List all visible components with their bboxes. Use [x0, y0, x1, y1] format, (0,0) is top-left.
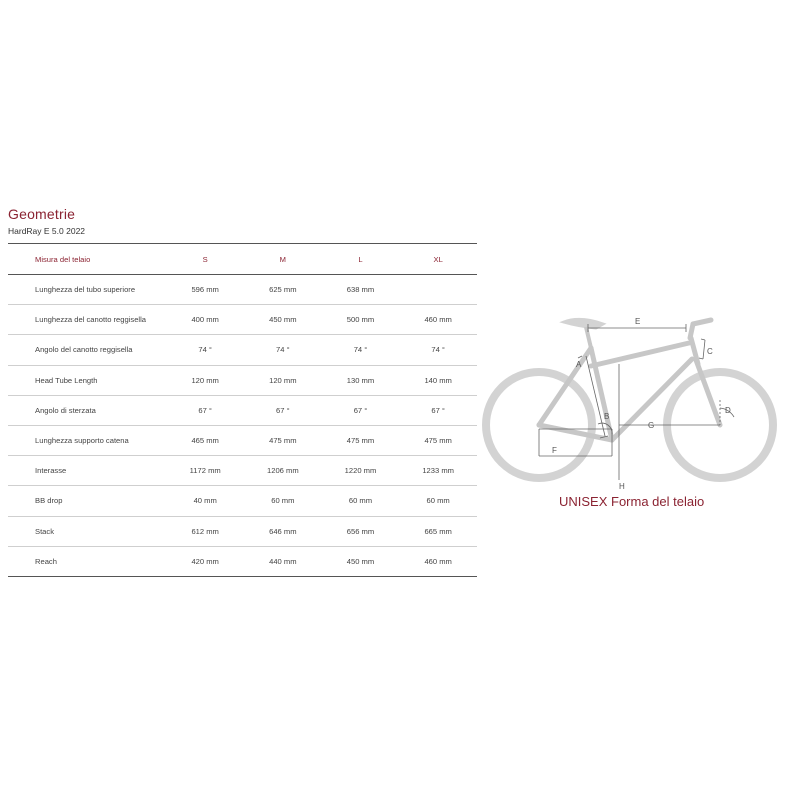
label-a: A [576, 360, 582, 369]
table-cell: 450 mm [322, 546, 400, 576]
row-label: Lunghezza del tubo superiore [8, 275, 166, 305]
table-cell: 638 mm [322, 275, 400, 305]
label-g: G [648, 421, 655, 430]
label-b: B [604, 412, 610, 421]
table-cell: 612 mm [166, 516, 244, 546]
table-cell: 1220 mm [322, 456, 400, 486]
table-row [8, 305, 477, 335]
table-cell: 67 ° [322, 395, 400, 425]
table-cell: 67 ° [166, 395, 244, 425]
model-subtitle: HardRay E 5.0 2022 [8, 226, 86, 236]
table-cell: 74 ° [244, 335, 322, 365]
table-row [8, 275, 477, 305]
table-cell: 120 mm [244, 365, 322, 395]
row-label: Stack [8, 516, 166, 546]
label-h: H [619, 482, 625, 491]
table-cell: 60 mm [399, 486, 477, 516]
table-cell [399, 275, 477, 305]
table-cell: 465 mm [166, 425, 244, 455]
table-cell: 60 mm [322, 486, 400, 516]
row-label: Lunghezza supporto catena [8, 425, 166, 455]
table-row [8, 335, 477, 365]
table-cell: 646 mm [244, 516, 322, 546]
table-row [8, 425, 477, 455]
table-cell: 656 mm [322, 516, 400, 546]
table-cell: 500 mm [322, 305, 400, 335]
table-cell: 1233 mm [399, 456, 477, 486]
label-e: E [635, 317, 641, 326]
table-cell: 40 mm [166, 486, 244, 516]
table-cell: 67 ° [399, 395, 477, 425]
label-c: C [707, 347, 713, 356]
table-cell: 60 mm [244, 486, 322, 516]
table-cell: 400 mm [166, 305, 244, 335]
page-title: Geometrie [8, 206, 76, 222]
table-cell: 450 mm [244, 305, 322, 335]
row-label: Reach [8, 546, 166, 576]
table-cell: 440 mm [244, 546, 322, 576]
seatpost [586, 327, 591, 348]
table-cell: 475 mm [244, 425, 322, 455]
table-cell: 1172 mm [166, 456, 244, 486]
table-row [8, 456, 477, 486]
table-row [8, 365, 477, 395]
table-cell: 130 mm [322, 365, 400, 395]
table-cell: 460 mm [399, 305, 477, 335]
label-f: F [552, 446, 557, 455]
column-header: L [322, 244, 400, 275]
column-header: XL [399, 244, 477, 275]
table-cell: 625 mm [244, 275, 322, 305]
row-label: Interasse [8, 456, 166, 486]
diagram-caption: UNISEX Forma del telaio [559, 494, 705, 509]
table-row [8, 546, 477, 576]
geometry-table [8, 243, 477, 577]
column-header: M [244, 244, 322, 275]
dimension-lines [539, 324, 734, 480]
table-cell: 1206 mm [244, 456, 322, 486]
table-header-row [8, 244, 477, 275]
label-d: D [725, 406, 731, 415]
row-label: BB drop [8, 486, 166, 516]
table-cell: 67 ° [244, 395, 322, 425]
bike-geometry-diagram [480, 312, 790, 492]
table-cell: 120 mm [166, 365, 244, 395]
saddle [564, 319, 603, 328]
table-cell: 475 mm [399, 425, 477, 455]
table-cell: 74 ° [166, 335, 244, 365]
table-row [8, 516, 477, 546]
row-label: Angolo del canotto reggisella [8, 335, 166, 365]
table-cell: 74 ° [322, 335, 400, 365]
row-label: Lunghezza del canotto reggisella [8, 305, 166, 335]
table-cell: 74 ° [399, 335, 477, 365]
table-cell: 460 mm [399, 546, 477, 576]
table-cell: 420 mm [166, 546, 244, 576]
column-header: S [166, 244, 244, 275]
row-label: Angolo di sterzata [8, 395, 166, 425]
table-cell: 475 mm [322, 425, 400, 455]
table-cell: 140 mm [399, 365, 477, 395]
column-header: Misura del telaio [8, 244, 166, 275]
table-row [8, 486, 477, 516]
table-cell: 596 mm [166, 275, 244, 305]
row-label: Head Tube Length [8, 365, 166, 395]
table-cell: 665 mm [399, 516, 477, 546]
table-row [8, 395, 477, 425]
